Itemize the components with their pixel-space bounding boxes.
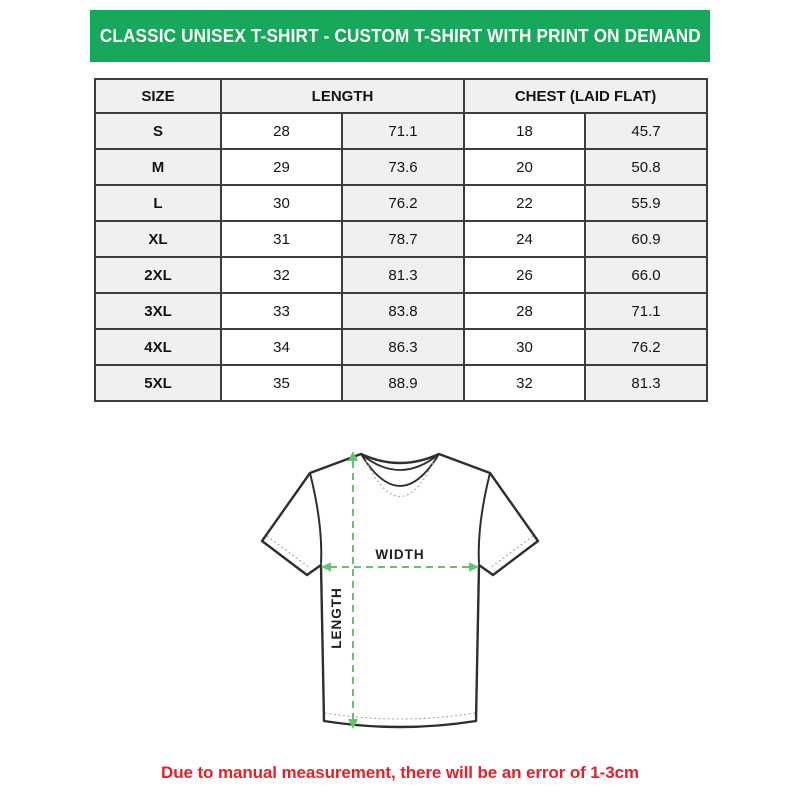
chest-cm: 81.3 — [585, 365, 707, 401]
width-arrow-label: WIDTH — [375, 547, 425, 562]
size-label: L — [95, 185, 221, 221]
length-cm: 81.3 — [342, 257, 464, 293]
table-row — [95, 113, 707, 149]
length-cm: 73.6 — [342, 149, 464, 185]
chest-in: 32 — [464, 365, 585, 401]
length-cm: 78.7 — [342, 221, 464, 257]
size-label: 2XL — [95, 257, 221, 293]
length-in: 34 — [221, 329, 342, 365]
chest-cm: 71.1 — [585, 293, 707, 329]
chest-in: 18 — [464, 113, 585, 149]
size-label: 5XL — [95, 365, 221, 401]
table-header-row — [95, 79, 707, 113]
page-title: CLASSIC UNISEX T-SHIRT - CUSTOM T-SHIRT WITH PRINT ON DEMAND — [99, 25, 701, 46]
length-in: 33 — [221, 293, 342, 329]
length-in: 35 — [221, 365, 342, 401]
chest-cm: 55.9 — [585, 185, 707, 221]
chest-cm: 45.7 — [585, 113, 707, 149]
size-label: XL — [95, 221, 221, 257]
chest-in: 22 — [464, 185, 585, 221]
tshirt-outline-icon — [262, 454, 538, 727]
col-header-length: LENGTH — [221, 79, 464, 113]
table-row — [95, 365, 707, 401]
length-in: 28 — [221, 113, 342, 149]
chest-in: 26 — [464, 257, 585, 293]
size-label: 3XL — [95, 293, 221, 329]
length-in: 31 — [221, 221, 342, 257]
table-row — [95, 221, 707, 257]
chest-cm: 60.9 — [585, 221, 707, 257]
measurement-error-note: Due to manual measurement, there will be an error of 1-3cm — [161, 763, 639, 782]
table-row — [95, 149, 707, 185]
size-label: S — [95, 113, 221, 149]
table-row — [95, 293, 707, 329]
length-in: 30 — [221, 185, 342, 221]
tshirt-measurement-diagram — [240, 430, 560, 750]
chest-in: 28 — [464, 293, 585, 329]
length-in: 32 — [221, 257, 342, 293]
length-cm: 71.1 — [342, 113, 464, 149]
table-row — [95, 329, 707, 365]
length-cm: 86.3 — [342, 329, 464, 365]
size-label: M — [95, 149, 221, 185]
col-header-size: SIZE — [95, 79, 221, 113]
size-table — [94, 78, 708, 402]
table-row — [95, 185, 707, 221]
length-cm: 76.2 — [342, 185, 464, 221]
chest-in: 30 — [464, 329, 585, 365]
length-cm: 88.9 — [342, 365, 464, 401]
length-in: 29 — [221, 149, 342, 185]
chest-cm: 66.0 — [585, 257, 707, 293]
chest-cm: 50.8 — [585, 149, 707, 185]
col-header-chest: CHEST (LAID FLAT) — [464, 79, 707, 113]
size-label: 4XL — [95, 329, 221, 365]
title-banner — [90, 10, 710, 62]
chest-in: 24 — [464, 221, 585, 257]
length-arrow-label: LENGTH — [329, 587, 344, 649]
chest-in: 20 — [464, 149, 585, 185]
length-cm: 83.8 — [342, 293, 464, 329]
chest-cm: 76.2 — [585, 329, 707, 365]
table-row — [95, 257, 707, 293]
